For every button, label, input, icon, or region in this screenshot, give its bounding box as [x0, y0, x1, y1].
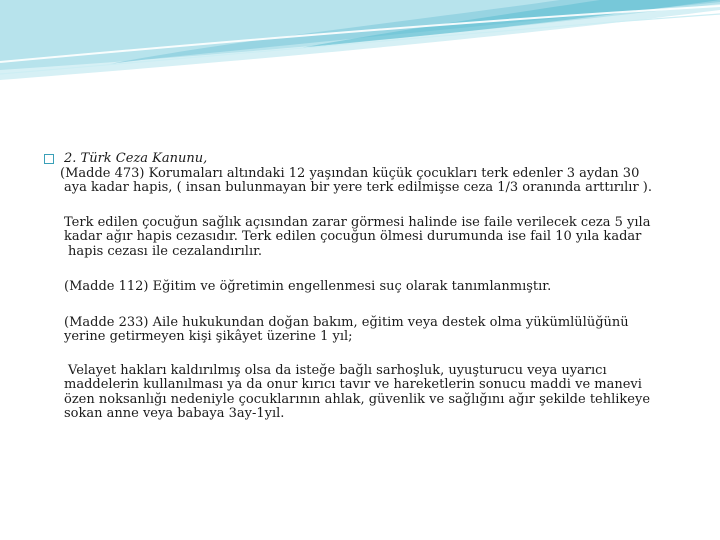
paragraph-line: (Madde 473) Korumaları altındaki 12 yaşından küçük çocukları terk edenler 3 aydan 30	[60, 165, 640, 181]
paragraph-line: (Madde 233) Aile hukukundan doğan bakım, eğitim veya destek olma yükümlülüğünü	[64, 314, 629, 330]
square-bullet-icon	[44, 154, 54, 164]
paragraph-line: kadar ağır hapis cezasıdır. Terk edilen çocuğun ölmesi durumunda ise fail 10 yıla kadar	[64, 229, 642, 244]
paragraph-line: sokan anne veya babaya 3ay-1yıl.	[64, 406, 285, 421]
section-title: 2. Türk Ceza Kanunu,	[64, 151, 208, 166]
paragraph-line: aya kadar hapis, ( insan bulunmayan bir yere terk edilmişse ceza 1/3 oranında arttırılır ).	[64, 180, 652, 195]
paragraph-line: yerine getirmeyen kişi şikâyet üzerine 1 yıl;	[64, 329, 353, 344]
title-row	[44, 152, 694, 167]
paragraph-terk-edilen	[44, 216, 694, 260]
paragraph-line: hapis cezası ile cezalandırılır.	[68, 243, 263, 259]
paragraph-line: maddelerin kullanılması ya da onur kırıcı tavır ve hareketlerin sonucu maddi ve manevi	[64, 377, 642, 392]
paragraph-line: (Madde 112) Eğitim ve öğretimin engellenmesi suç olarak tanımlanmıştır.	[64, 279, 552, 294]
paragraph-line: Terk edilen çocuğun sağlık açısından zarar görmesi halinde ise faile verilecek ceza 5 yıla	[64, 214, 651, 230]
header-wave-decoration	[0, 0, 720, 95]
slide-content	[44, 152, 694, 422]
paragraph-madde-233	[44, 316, 694, 345]
paragraph-madde-473	[44, 167, 694, 196]
paragraph-line: Velayet hakları kaldırılmış olsa da isteğe bağlı sarhoşluk, uyuşturucu veya uyarıcı	[68, 362, 607, 378]
paragraph-velayet	[44, 364, 694, 422]
paragraph-line: özen noksanlığı nedeniyle çocuklarının ahlak, güvenlik ve sağlığını ağır şekilde tehlikeye	[64, 391, 651, 407]
paragraph-madde-112	[44, 280, 694, 295]
